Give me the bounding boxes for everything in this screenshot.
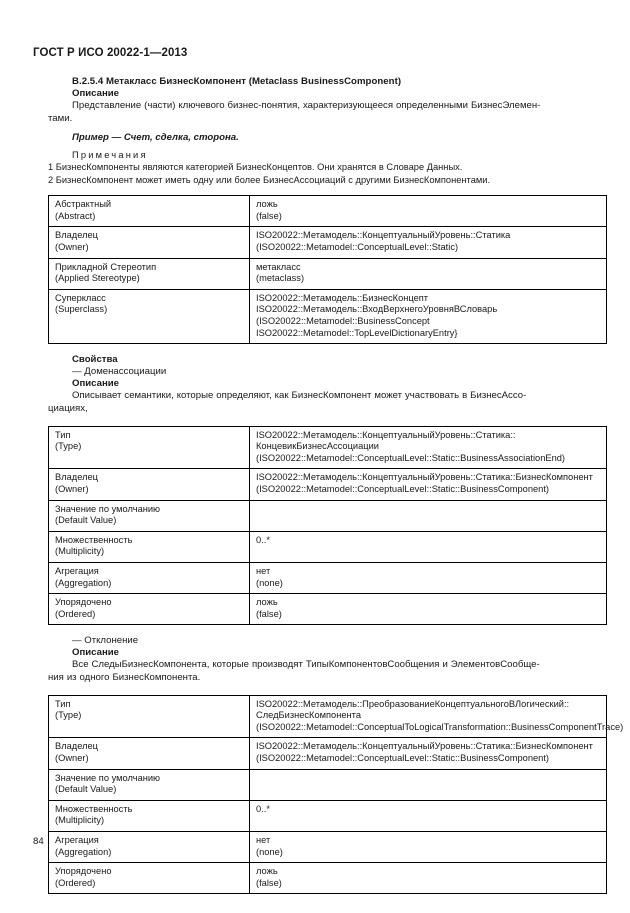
value-line-en: (ISO20022::Metamodel::ConceptualLevel::Static::BusinessComponent) (256, 753, 550, 764)
table-row (49, 500, 607, 531)
table-cell-value (250, 426, 607, 469)
note-item: 2 БизнесКомпонент может иметь одну или более БизнесАссоциаций с другими БизнесКомпонентами. (48, 174, 491, 185)
table-cell-key (49, 426, 250, 469)
value-line-ru: ISO20022::Метамодель::КонцептуальныйУровень::Статика::БизнесКомпонент (256, 741, 593, 752)
table-row (49, 594, 607, 625)
key-line-en: (Owner) (55, 483, 89, 494)
table-cell-value-empty (250, 769, 607, 800)
table-row (49, 531, 607, 562)
table-cell-value (250, 258, 607, 289)
table-row (49, 289, 607, 343)
value-line-1: 0..* (256, 803, 270, 814)
value-line-ru: ложь (256, 866, 278, 877)
table-cell-value-empty (250, 500, 607, 531)
key-line-ru: Суперкласс (55, 292, 106, 303)
table-cell-key (49, 738, 250, 769)
value-line-en: (ISO20022::Metamodel::ConceptualLevel::Static) (256, 242, 459, 252)
value-line-en: (metaclass) (256, 273, 305, 284)
notes-label: Примечания (72, 150, 148, 161)
key-line-en: (Ordered) (55, 608, 96, 619)
key-line-ru: Упорядочено (55, 866, 112, 877)
properties-description-paragraph: Описывает семантики, которые определяют, как БизнесКомпонент может участвовать в БизнесАссо- (72, 390, 527, 402)
table-cell-key (49, 769, 250, 800)
value-line-ru: ложь (256, 199, 278, 210)
table-cell-value (250, 289, 607, 343)
key-line-ru: Тип (55, 698, 71, 709)
property-bullet-domain-association: — Доменассоциации (72, 366, 167, 378)
key-line-ru: Владелец (55, 230, 99, 241)
page-content (48, 76, 624, 894)
page-number: 84 (33, 836, 44, 847)
table-cell-key (49, 500, 250, 531)
key-line-ru: Владелец (55, 741, 99, 752)
value-line-4: ISO20022::Metamodel::TopLevelDictionaryEntry} (256, 327, 458, 338)
table-cell-key (49, 594, 250, 625)
value-line-en: (none) (256, 846, 283, 857)
metaclass-attributes-table (48, 195, 607, 344)
table-row (49, 800, 607, 831)
table-cell-value (250, 562, 607, 593)
value-line-2: ISO20022::Метамодель::ВходВерхнегоУровняВСловарь (256, 304, 498, 315)
table-cell-key (49, 695, 250, 738)
clause-description-paragraph: Представление (части) ключевого бизнес-понятия, характеризующееся определенными БизнесЭлемен- (72, 100, 541, 111)
key-line-ru: Множественность (55, 534, 133, 545)
value-line-2: КонцевикБизнесАссоциации (256, 441, 379, 452)
table-cell-key (49, 863, 250, 894)
table-cell-key (49, 227, 250, 258)
clause-title: В.2.5.4 Метакласс БизнесКомпонент (Metaclass BusinessComponent) (72, 76, 402, 87)
domain-association-table (48, 426, 607, 626)
value-line-ru: метакласс (256, 261, 301, 272)
value-line-en: (none) (256, 577, 283, 588)
table-cell-value (250, 531, 607, 562)
key-line-ru: Абстрактный (55, 199, 112, 210)
deviation-table (48, 695, 624, 895)
key-line-ru: Тип (55, 429, 71, 440)
value-line-ru: нет (256, 835, 271, 846)
table-row (49, 863, 607, 894)
value-line-3: (ISO20022::Metamodel::BusinessConcept (256, 315, 430, 326)
description-label: Описание (72, 647, 119, 659)
value-line-ru: нет (256, 565, 271, 576)
table-cell-key (49, 196, 250, 227)
table-row (49, 426, 607, 469)
deviation-description-paragraph-continuation: ния из одного БизнесКомпонента. (48, 672, 201, 684)
key-line-ru: Значение по умолчанию (55, 503, 161, 514)
key-line-ru: Значение по умолчанию (55, 772, 161, 783)
table-cell-key (49, 258, 250, 289)
table-cell-value (250, 695, 624, 738)
value-line-en: (false) (256, 877, 282, 888)
table-cell-value (250, 227, 607, 258)
key-line-ru: Агрегация (55, 565, 99, 576)
table-row (49, 469, 607, 500)
table-row (49, 769, 607, 800)
example-line: Пример — Счет, сделка, сторона. (72, 132, 239, 144)
key-line-ru: Множественность (55, 803, 133, 814)
value-line-en: (false) (256, 210, 282, 221)
key-line-en: (Ordered) (55, 877, 96, 888)
key-line-en: (Default Value) (55, 784, 117, 795)
spacer (48, 625, 582, 635)
value-line-3: (ISO20022::Metamodel::ConceptualLevel::Static::BusinessAssociationEnd) (256, 452, 566, 463)
properties-description-paragraph-continuation: циациях, (48, 403, 88, 415)
value-line-ru: ложь (256, 597, 278, 608)
deviation-description-paragraph: Все СледыБизнесКомпонента, которые производят ТипыКомпонентовСообщения и ЭлементовСообще- (72, 659, 540, 671)
table-row (49, 258, 607, 289)
table-cell-key (49, 832, 250, 863)
key-line-en: (Multiplicity) (55, 546, 105, 557)
table-cell-value (250, 738, 607, 769)
spacer (48, 686, 582, 695)
key-line-en: (Aggregation) (55, 577, 112, 588)
property-bullet-deviation: — Отклонение (72, 635, 139, 647)
table-cell-value (250, 863, 607, 894)
value-line-3: (ISO20022::Metamodel::ConceptualToLogicalTransformation::BusinessComponentTrace) (256, 721, 624, 732)
key-line-en: (Owner) (55, 242, 89, 252)
key-line-en: (Aggregation) (55, 846, 112, 857)
key-line-en: (Abstract) (55, 210, 96, 221)
table-row (49, 738, 607, 769)
properties-heading: Свойства (72, 354, 118, 366)
table-cell-value (250, 832, 607, 863)
table-cell-key (49, 531, 250, 562)
key-line-ru: Прикладной Стереотип (55, 261, 157, 272)
clause-description-paragraph-continuation: тами. (48, 113, 73, 125)
table-cell-key (49, 800, 250, 831)
table-row (49, 227, 607, 258)
key-line-en: (Superclass) (55, 304, 108, 315)
table-row (49, 196, 607, 227)
value-line-1: ISO20022::Метамодель::ПреобразованиеКонцептуальногоВЛогический:: (256, 698, 570, 709)
value-line-1: 0..* (256, 534, 270, 545)
key-line-en: (Applied Stereotype) (55, 273, 140, 284)
key-line-ru: Упорядочено (55, 597, 112, 608)
value-line-1: ISO20022::Метамодель::БизнесКонцепт (256, 292, 429, 303)
key-line-en: (Type) (55, 710, 82, 721)
table-cell-value (250, 800, 607, 831)
spacer (48, 186, 582, 195)
value-line-1: ISO20022::Метамодель::КонцептуальныйУровень::Статика:: (256, 429, 516, 440)
value-line-spacer (256, 546, 601, 558)
table-cell-value (250, 594, 607, 625)
value-line-spacer (256, 815, 601, 827)
value-line-ru: ISO20022::Метамодель::КонцептуальныйУровень::Статика::БизнесКомпонент (256, 472, 593, 483)
description-label: Описание (72, 88, 119, 99)
key-line-en: (Type) (55, 441, 82, 452)
key-line-ru: Владелец (55, 472, 99, 483)
table-row (49, 832, 607, 863)
note-item: 1 БизнесКомпоненты являются категорией БизнесКонцептов. Они хранятся в Словаре Данных. (48, 162, 463, 173)
key-line-en: (Default Value) (55, 515, 117, 526)
key-line-en: (Owner) (55, 753, 89, 764)
spacer (48, 417, 582, 426)
value-line-2: СледБизнесКомпонента (256, 710, 361, 721)
key-line-ru: Агрегация (55, 835, 99, 846)
table-row (49, 695, 607, 738)
document-header-standard-number: ГОСТ Р ИСО 20022-1—2013 (33, 47, 188, 59)
table-row (49, 562, 607, 593)
table-cell-value (250, 196, 607, 227)
spacer (48, 344, 582, 354)
key-line-en: (Multiplicity) (55, 815, 105, 826)
value-line-en: (ISO20022::Metamodel::ConceptualLevel::Static::BusinessComponent) (256, 483, 550, 494)
description-label: Описание (72, 378, 119, 390)
table-cell-key (49, 289, 250, 343)
table-cell-key (49, 562, 250, 593)
value-line-en: (false) (256, 608, 282, 619)
value-line-ru: ISO20022::Метамодель::КонцептуальныйУровень::Статика (256, 230, 511, 241)
table-cell-value (250, 469, 607, 500)
table-cell-key (49, 469, 250, 500)
